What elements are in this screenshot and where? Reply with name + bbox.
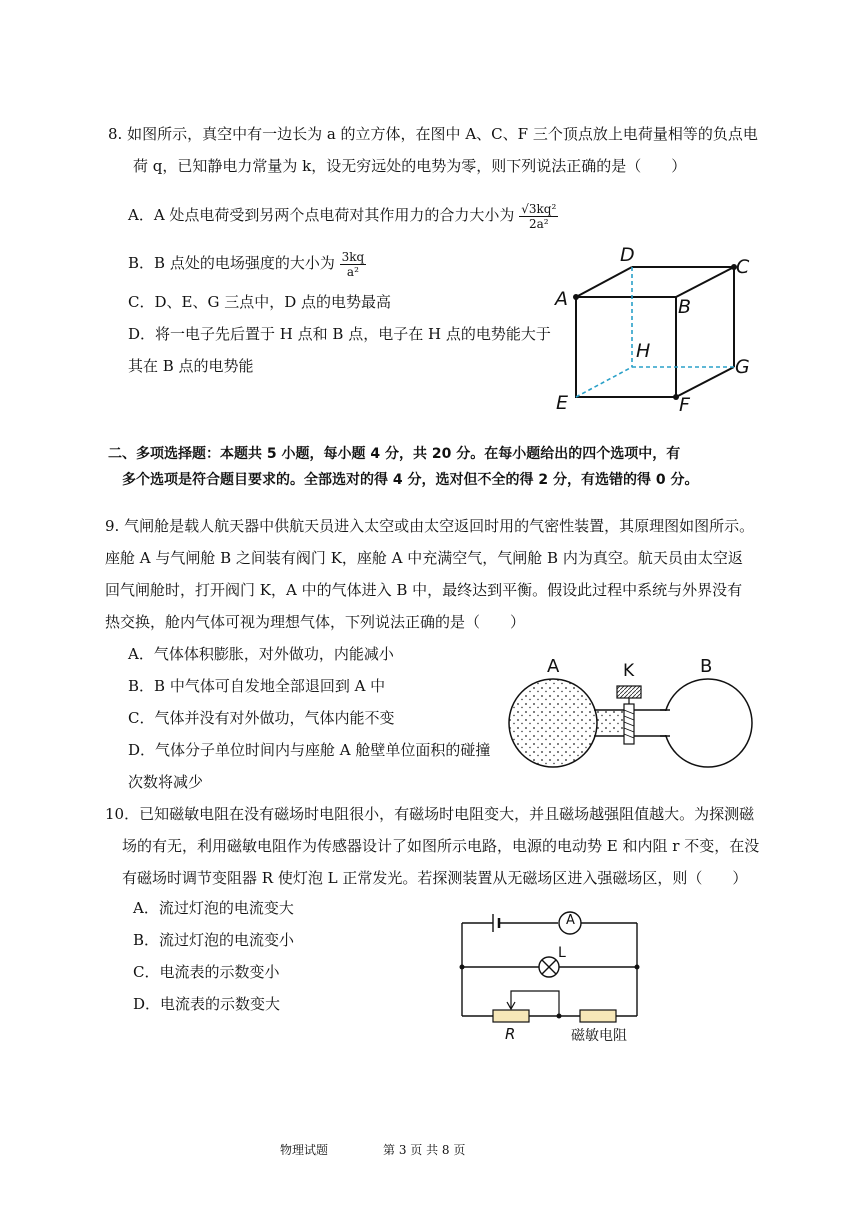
q8-option-a-denominator: 2a²: [528, 216, 549, 231]
cube-label-b: B: [678, 296, 692, 318]
q9-option-b: B．B 中气体可自发地全部退回到 A 中: [128, 677, 386, 695]
lamp-label: L: [558, 945, 566, 961]
q8-option-b: [128, 246, 366, 280]
chamber-b: [664, 679, 752, 767]
q10-stem-line2: 场的有无，利用磁敏电阻作为传感器设计了如图所示电路，电源的电动势 E 和内阻 r 不变，在没: [122, 837, 760, 855]
q8-option-b-text: B．B 点处的电场强度的大小为: [128, 254, 335, 272]
q10-option-d: D．电流表的示数变大: [133, 995, 281, 1013]
q8-option-b-fraction: [340, 250, 367, 279]
q10-stem-line3: 有磁场时调节变阻器 R 使灯泡 L 正常发光。若探测装置从无磁场区进入强磁场区，则（ ）: [122, 869, 748, 887]
valve-handle: [617, 686, 641, 698]
cube-label-a: A: [555, 288, 568, 310]
rheostat-label: R: [505, 1025, 516, 1043]
cube-edge-bc: [676, 267, 734, 297]
q8-option-c: C．D、E、G 三点中，D 点的电势最高: [128, 293, 391, 311]
q8-stem-line1: 8. 如图所示，真空中有一边长为 a 的立方体，在图中 A、C、F 三个顶点放上电荷量相等的负点电: [108, 125, 758, 143]
magnetoresistor-label: 磁敏电阻: [571, 1028, 627, 1044]
cube-label-f: F: [679, 394, 690, 416]
q8-option-a-fraction: [519, 202, 558, 231]
q10-stem-line1: 10．已知磁敏电阻在没有磁场时电阻很小，有磁场时电阻变大，并且磁场越强阻值越大。为探测磁: [105, 805, 755, 823]
cube-edge-ad: [576, 267, 632, 297]
cube-label-d: D: [620, 244, 635, 266]
magnetoresistor: [580, 1010, 616, 1022]
ammeter-label: A: [566, 913, 575, 928]
airlock-label-a: A: [547, 656, 560, 677]
section2-header-line2: 多个选项是符合题目要求的。全部选对的得 4 分，选对但不全的得 2 分，有选错的得 0 分。: [122, 472, 699, 488]
q9-option-d-line2: 次数将减少: [128, 773, 204, 791]
q8-option-a: [128, 198, 558, 232]
cube-label-e: E: [556, 392, 569, 414]
q8-option-a-numerator: √3kq²: [521, 201, 557, 216]
airlock-figure: [500, 670, 760, 780]
q9-stem-line3: 回气闸舱时，打开阀门 K，A 中的气体进入 B 中，最终达到平衡。假设此过程中系统与外界没有: [105, 581, 743, 599]
airlock-label-k: K: [623, 661, 635, 681]
circuit-figure: [455, 905, 650, 1030]
q10-option-c: C．电流表的示数变小: [133, 963, 280, 981]
cube-hidden-edge-eh: [576, 367, 632, 397]
rheostat-r[interactable]: [493, 1010, 529, 1022]
q9-option-a: A．气体体积膨胀，对外做功，内能减小: [128, 645, 394, 663]
q9-stem-line1: 9. 气闸舱是载人航天器中供航天员进入太空或由太空返回时用的气密性装置，其原理图如图所示。: [105, 517, 755, 535]
q10-option-b: B．流过灯泡的电流变小: [133, 931, 295, 949]
junction-left: [460, 965, 465, 970]
charge-dot-a: [573, 294, 579, 300]
section2-header-line1: 二、多项选择题：本题共 5 小题，每小题 4 分，共 20 分。在每小题给出的四个选项中，有: [108, 446, 681, 462]
q8-option-b-numerator: 3kq: [341, 249, 365, 264]
cube-label-c: C: [736, 256, 750, 278]
q8-option-a-text: A．A 处点电荷受到另两个点电荷对其作用力的合力大小为: [128, 206, 515, 224]
q9-option-d-line1: D．气体分子单位时间内与座舱 A 舱壁单位面积的碰撞: [128, 741, 491, 759]
q10-option-a: A．流过灯泡的电流变大: [133, 899, 294, 917]
cube-label-g: G: [735, 356, 750, 378]
airlock-label-b: B: [700, 656, 713, 677]
q8-option-b-denominator: a²: [346, 264, 359, 279]
q9-stem-line2: 座舱 A 与气闸舱 B 之间装有阀门 K，座舱 A 中充满空气，气闸舱 B 内为真空。航天员由太空返: [105, 549, 743, 567]
q9-option-c: C．气体并没有对外做功，气体内能不变: [128, 709, 395, 727]
q8-option-d-line2: 其在 B 点的电势能: [128, 357, 254, 375]
cube-label-h: H: [636, 340, 651, 362]
q8-stem-line2: 荷 q，已知静电力常量为 k，设无穷远处的电势为零，则下列说法正确的是（ ）: [133, 157, 687, 175]
junction-right: [635, 965, 640, 970]
pipe-gas: [596, 711, 624, 735]
chamber-a: [509, 679, 597, 767]
cube-front-face: [576, 297, 676, 397]
footer-subject: 物理试题: [280, 1143, 329, 1157]
cube-edge-fg: [676, 367, 734, 397]
q9-stem-line4: 热交换，舱内气体可视为理想气体，下列说法正确的是（ ）: [105, 613, 526, 631]
q8-option-d-line1: D．将一电子先后置于 H 点和 B 点，电子在 H 点的电势能大于: [128, 325, 551, 343]
footer-page-number: 第 3 页 共 8 页: [383, 1143, 466, 1157]
